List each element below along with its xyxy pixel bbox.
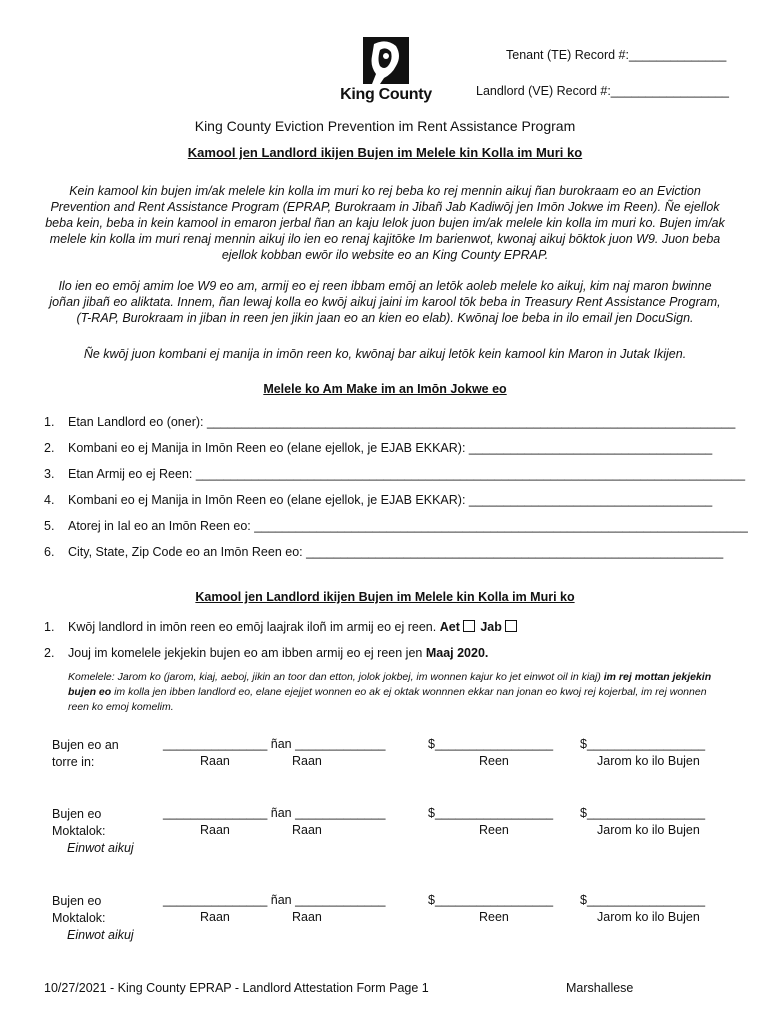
utilities-field[interactable]: $_________________ xyxy=(580,737,706,751)
row-label xyxy=(52,893,134,944)
field-number: 5. xyxy=(44,519,55,533)
yes-checkbox[interactable] xyxy=(463,620,475,632)
landlord-record-field[interactable]: Landlord (VE) Record #:_________________ xyxy=(476,84,729,98)
from-date-field[interactable] xyxy=(163,737,385,751)
king-county-emblem-icon xyxy=(336,36,436,86)
no-label: Jab xyxy=(480,620,502,634)
question-2 xyxy=(44,646,488,660)
rent-caption: Reen xyxy=(479,910,509,924)
field-number: 6. xyxy=(44,545,55,559)
from-caption: Raan xyxy=(200,823,230,837)
footer-language: Marshallese xyxy=(566,981,634,995)
rent-field[interactable]: $_________________ xyxy=(428,806,554,820)
footer-left: 10/27/2021 - King County EPRAP - Landlord Attestation Form Page 1 xyxy=(44,981,429,995)
utilities-caption: Jarom ko ilo Bujen xyxy=(597,910,700,924)
field-text: City, State, Zip Code eo an Imōn Reen eo: ____________________________________________________________ xyxy=(68,545,724,559)
from-caption: Raan xyxy=(200,910,230,924)
to-date-blank: _____________ xyxy=(295,806,386,820)
to-date-blank: _____________ xyxy=(295,893,386,907)
program-title: King County Eviction Prevention im Rent Assistance Program xyxy=(194,118,576,134)
property-field-4[interactable] xyxy=(44,493,712,507)
question-1 xyxy=(44,620,519,634)
rent-field[interactable]: $_________________ xyxy=(428,737,554,751)
from-date-field[interactable] xyxy=(163,806,385,820)
row-label-line2: torre in: xyxy=(52,755,95,769)
row-label-line1: Bujen eo xyxy=(52,894,102,908)
king-county-logo xyxy=(336,36,436,106)
field-number: 3. xyxy=(44,467,55,481)
rent-caption: Reen xyxy=(479,823,509,837)
to-date-blank: _____________ xyxy=(295,737,386,751)
utilities-caption: Jarom ko ilo Bujen xyxy=(597,754,700,768)
row-label xyxy=(52,806,134,857)
note-bold: im rej mottan jekjekin bujen eo xyxy=(68,671,712,698)
field-number: 1. xyxy=(44,415,55,429)
field-number: 4. xyxy=(44,493,55,507)
explanation-note xyxy=(68,670,718,715)
from-date-blank: _______________ xyxy=(163,737,268,751)
row-label xyxy=(52,737,119,771)
field-text: Kombani eo ej Manija in Imōn Reen eo (elane ejellok, je EJAB EKKAR): ___________________________________ xyxy=(68,493,713,507)
from-date-field[interactable] xyxy=(163,893,385,907)
row-label-line1: Bujen eo xyxy=(52,807,102,821)
field-text: Etan Armij eo ej Reen: _______________________________________________________________________________ xyxy=(68,467,746,481)
question-1-text: Kwōj landlord in imōn reen eo emōj laajrak iloñ im armij eo ej reen. xyxy=(68,620,437,634)
field-number: 2. xyxy=(44,441,55,455)
row-label-sub: Einwot aikuj xyxy=(67,841,134,855)
row-label-line2: Moktalok: xyxy=(52,911,106,925)
intro-paragraph-1: Kein kamool kin bujen im/ak melele kin kolla im muri ko rej beba ko rej mennin aikuj ñan burokraam eo an Eviction Prevention and Rent Assistance Program (EPRAP, Burokraam in Jibañ Jab Kadiwōj jen Imōn Jokwe im Reen). Ñe ejellok beba kein, beba in kein kamool in emaron jerbal ñan an kaju lelok juon bujen im/ak melele kin kolla im muri ko. Bujen im/ak melele kin kolla im muri renaj mennin aikuj ilo ien eo renaj kajitōke Im barienwot, kwonaj aikuj bōktok juon W9. Juon beba ejellok kobban ewōr ilo website eo an King County EPRAP. xyxy=(45,184,725,262)
to-caption: Raan xyxy=(292,754,322,768)
row-label-line1: Bujen eo an xyxy=(52,738,119,752)
question-number: 2. xyxy=(44,646,55,660)
field-text: Kombani eo ej Manija in Imōn Reen eo (elane ejellok, je EJAB EKKAR): ___________________________________ xyxy=(68,441,713,455)
intro-paragraph-2: Ilo ien eo emōj amim loe W9 eo am, armij eo ej reen ibbam emōj an letōk aoleb melele ko aikuj, kim naj maron bwinne joñan jibañ eo aliktata. Innem, ñan lewaj kolla eo kwōj aikuj jaini im karool tōk beba in Treasury Rent Assistance Program, (T-RAP, Burokraam in jiban in reen jen jikin jaan eo an kien eo elab). Kwōnaj loe beba in ilo email jen DocuSign. xyxy=(49,279,721,325)
property-field-3[interactable] xyxy=(44,467,745,481)
to-word: ñan xyxy=(270,893,292,907)
to-word: ñan xyxy=(270,737,292,751)
from-caption: Raan xyxy=(200,754,230,768)
note-prefix: Komelele: Jarom ko (jarom, kiaj, aeboj, jikin an toor dan etton, jolok jokbej, im wonnen kajur ko jet einwot oil in kiaj) xyxy=(68,671,601,683)
field-text: Atorej in Ial eo an Imōn Reen eo: _______________________________________________________________________ xyxy=(68,519,748,533)
to-caption: Raan xyxy=(292,910,322,924)
tenant-record-field[interactable]: Tenant (TE) Record #:______________ xyxy=(506,48,727,62)
from-date-blank: _______________ xyxy=(163,806,268,820)
question-2-text: Jouj im komelele jekjekin bujen eo am ibben armij eo ej reen jen xyxy=(68,646,423,660)
rent-caption: Reen xyxy=(479,754,509,768)
row-label-sub: Einwot aikuj xyxy=(67,928,134,942)
property-field-2[interactable] xyxy=(44,441,712,455)
utilities-field[interactable]: $_________________ xyxy=(580,806,706,820)
no-checkbox[interactable] xyxy=(505,620,517,632)
row-label-line2: Moktalok: xyxy=(52,824,106,838)
to-caption: Raan xyxy=(292,823,322,837)
rent-field[interactable]: $_________________ xyxy=(428,893,554,907)
intro-paragraph-3: Ñe kwōj juon kombani ej manija in imōn reen ko, kwōnaj bar aikuj letōk kein kamool kin Maron in Jutak Ikijen. xyxy=(83,347,687,361)
logo-text: King County xyxy=(340,86,432,103)
utilities-field[interactable]: $_________________ xyxy=(580,893,706,907)
question-2-date: Maaj 2020. xyxy=(425,646,489,660)
property-field-6[interactable] xyxy=(44,545,723,559)
property-field-5[interactable] xyxy=(44,519,748,533)
section1-heading: Melele ko Am Make im an Imōn Jokwe eo xyxy=(263,382,507,396)
to-word: ñan xyxy=(270,806,292,820)
property-field-1[interactable] xyxy=(44,415,735,429)
field-text: Etan Landlord eo (oner): ____________________________________________________________________________ xyxy=(68,415,736,429)
section2-heading: Kamool jen Landlord ikijen Bujen im Melele kin Kolla im Muri ko xyxy=(195,590,575,604)
note-suffix: im kolla jen ibben landlord eo, elane ejejjet wonnen eo ak ej oktak wonnnen ekkar nan jonan eo kwoj rej kojerbal, im rej wonnen reen ko emoj komelim. xyxy=(68,686,707,713)
form-title: Kamool jen Landlord ikijen Bujen im Melele kin Kolla im Muri ko xyxy=(187,145,583,160)
question-number: 1. xyxy=(44,620,55,634)
yes-label: Aet xyxy=(439,620,460,634)
utilities-caption: Jarom ko ilo Bujen xyxy=(597,823,700,837)
from-date-blank: _______________ xyxy=(163,893,268,907)
